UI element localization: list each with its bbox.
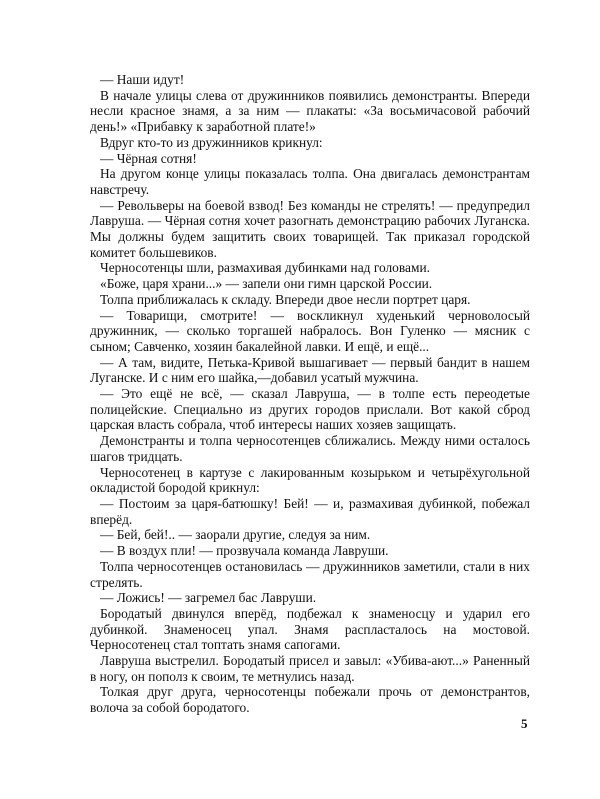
paragraph: — Товарищи, смотрите! — воскликнул худенький черноволосый дружинник, — сколько торгашей набралось. Вон Гуленко — мясник с сыном; Савченко, хозяин бакалейной лавки. И ещё, и ещё...	[90, 307, 530, 354]
paragraph: Толпа черносотенцев остановилась — дружинников заметили, стали в них стрелять.	[90, 558, 530, 590]
paragraph: Толкая друг друга, черносотенцы побежали прочь от демонстрантов, волоча за собой бородатого.	[90, 684, 530, 716]
paragraph: — Это ещё не всё, — сказал Лавруша, — в толпе есть переодетые полицейские. Специально из других городов прислали. Вот какой сброд царская власть собрала, чтоб интересы наших хозяев защищать.	[90, 386, 530, 433]
paragraph: — Револьверы на боевой взвод! Без команды не стрелять! — предупредил Лавруша. — Чёрная сотня хочет разогнать демонстрацию рабочих Луганска. Мы должны будем защитить своих товарищей. Так приказал городской комитет большевиков.	[90, 197, 530, 260]
paragraph: Вдруг кто-то из дружинников крикнул:	[100, 134, 323, 150]
paragraph: — А там, видите, Петька-Кривой вышагивает — первый бандит в нашем Луганске. И с ним его шайка,—добавил усатый мужчина.	[90, 354, 530, 386]
paragraph: Лавруша выстрелил. Бородатый присел и завыл: «Убива-ают...» Раненный в ногу, он пополз к своим, те метнулись назад.	[90, 653, 530, 684]
paragraph: Черносотенец в картузе с лакированным козырьком и четырёхугольной окладистой бородой крикнул:	[90, 464, 530, 496]
paragraph: — Чёрная сотня!	[100, 150, 197, 166]
paragraph: — Постоим за царя-батюшку! Бей! — и, размахивая дубинкой, побежал вперёд.	[90, 495, 530, 527]
paragraph: Черносотенцы шли, размахивая дубинками над головами.	[100, 260, 430, 276]
page-number: 5	[521, 716, 528, 731]
paragraph: — Бей, бей!.. — заорали другие, следуя за ним.	[100, 527, 371, 543]
page-body	[90, 72, 530, 716]
paragraph: Демонстранты и толпа черносотенцев сближались. Между ними осталось шагов тридцать.	[90, 433, 530, 464]
paragraph: Толпа приближалась к складу. Впереди двое несли портрет царя.	[100, 291, 471, 307]
paragraph: — Ложись! — загремел бас Лавруши.	[100, 590, 317, 606]
paragraph: Бородатый двинулся вперёд, подбежал к знаменосцу и ударил его дубинкой. Знаменосец упал. Знамя распласталось на мостовой. Черносотенец стал топтать знамя сапогами.	[90, 605, 530, 653]
paragraph: «Боже, царя храни...» — запели они гимн царской России.	[100, 276, 433, 292]
paragraph: На другом конце улицы показалась толпа. Она двигалась демонстрантам навстречу.	[90, 166, 530, 197]
paragraph: В начале улицы слева от дружинников появились демонстранты. Впереди несли красное знамя, а за ним — плакаты: «За восьмичасовой рабочий день!» «Прибавку к заработной плате!»	[90, 87, 530, 135]
paragraph: — В воздух пли! — прозвучала команда Лавруши.	[100, 543, 389, 559]
paragraph: — Наши идут!	[100, 72, 185, 87]
